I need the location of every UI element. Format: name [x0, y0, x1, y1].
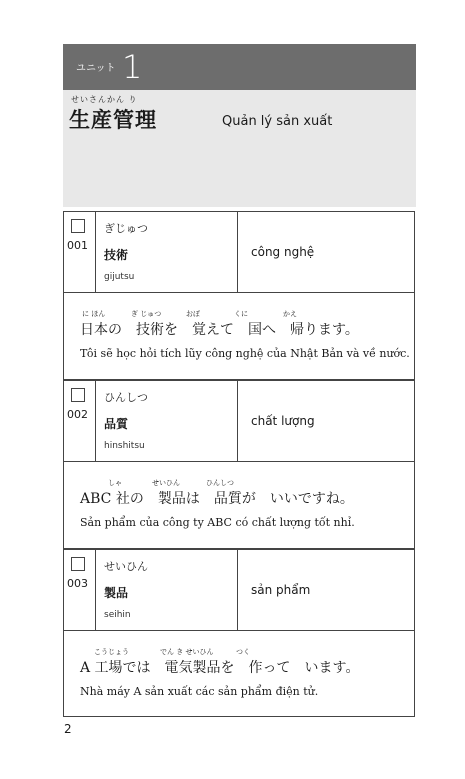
example-ruby: でん き せいひん: [160, 648, 214, 656]
example-ruby: に ほん: [82, 310, 106, 318]
example-ruby: かえ: [283, 310, 297, 318]
vocab-entry-003: [63, 549, 415, 631]
entry-word-cell: [96, 212, 238, 292]
example-ruby: くに: [234, 310, 248, 318]
entry-kanji: 品質: [104, 417, 129, 431]
page-title-vietnamese: Quản lý sản xuất: [222, 114, 333, 129]
entry-number: 002: [67, 408, 88, 421]
entry-romaji: seihin: [104, 610, 131, 620]
page-title: 生産管理: [69, 108, 157, 132]
entry-kana: せいひん: [104, 560, 148, 573]
entry-index-cell: [64, 550, 96, 630]
entry-meaning: sản phẩm: [251, 583, 311, 597]
page-number: 2: [64, 722, 72, 736]
example-ruby: おぼ: [186, 310, 200, 318]
example-box-003: [63, 631, 415, 717]
example-ruby: ひんしつ: [206, 479, 234, 487]
entry-kana: ぎじゅつ: [104, 222, 148, 235]
entry-kana: ひんしつ: [104, 391, 148, 404]
example-ruby: せいひん: [152, 479, 180, 487]
entry-number: 001: [67, 239, 88, 252]
entry-index-cell: [64, 381, 96, 461]
entry-number: 003: [67, 577, 88, 590]
entry-romaji: gijutsu: [104, 272, 135, 282]
entry-checkbox[interactable]: [71, 557, 85, 571]
example-ruby: こうじょう: [94, 648, 129, 656]
vocab-entry-002: [63, 380, 415, 462]
example-ruby: つく: [236, 648, 250, 656]
example-vietnamese: Nhà máy A sản xuất các sản phẩm điện tử.: [80, 685, 319, 698]
example-box-001: [63, 293, 415, 380]
entry-index-cell: [64, 212, 96, 292]
example-ruby: ぎ じゅつ: [131, 310, 162, 318]
example-vietnamese: Tôi sẽ học hỏi tích lũy công nghệ của Nhật Bản và về nước.: [80, 347, 410, 360]
entry-meaning: chất lượng: [251, 414, 315, 428]
unit-header-bar: [63, 44, 416, 90]
example-box-002: [63, 462, 415, 549]
example-vietnamese: Sản phẩm của công ty ABC có chất lượng tốt nhỉ.: [80, 516, 355, 529]
example-ruby: しゃ: [108, 479, 122, 487]
example-japanese: ABC 社の 製品は 品質が いいですね。: [80, 491, 354, 507]
unit-number: 1: [122, 48, 143, 86]
entry-kanji: 製品: [104, 586, 129, 600]
entry-romaji: hinshitsu: [104, 441, 145, 451]
example-japanese: A 工場では 電気製品を 作って います。: [80, 660, 360, 676]
example-japanese: 日本の 技術を 覚えて 国へ 帰ります。: [80, 322, 359, 338]
entry-checkbox[interactable]: [71, 388, 85, 402]
entry-checkbox[interactable]: [71, 219, 85, 233]
vocab-entry-001: [63, 211, 415, 293]
entry-meaning: công nghệ: [251, 245, 315, 259]
entry-word-cell: [96, 550, 238, 630]
entry-kanji: 技術: [104, 248, 129, 262]
entry-word-cell: [96, 381, 238, 461]
title-ruby: せいさんかん り: [71, 95, 138, 104]
unit-label: ユニット: [76, 63, 116, 74]
